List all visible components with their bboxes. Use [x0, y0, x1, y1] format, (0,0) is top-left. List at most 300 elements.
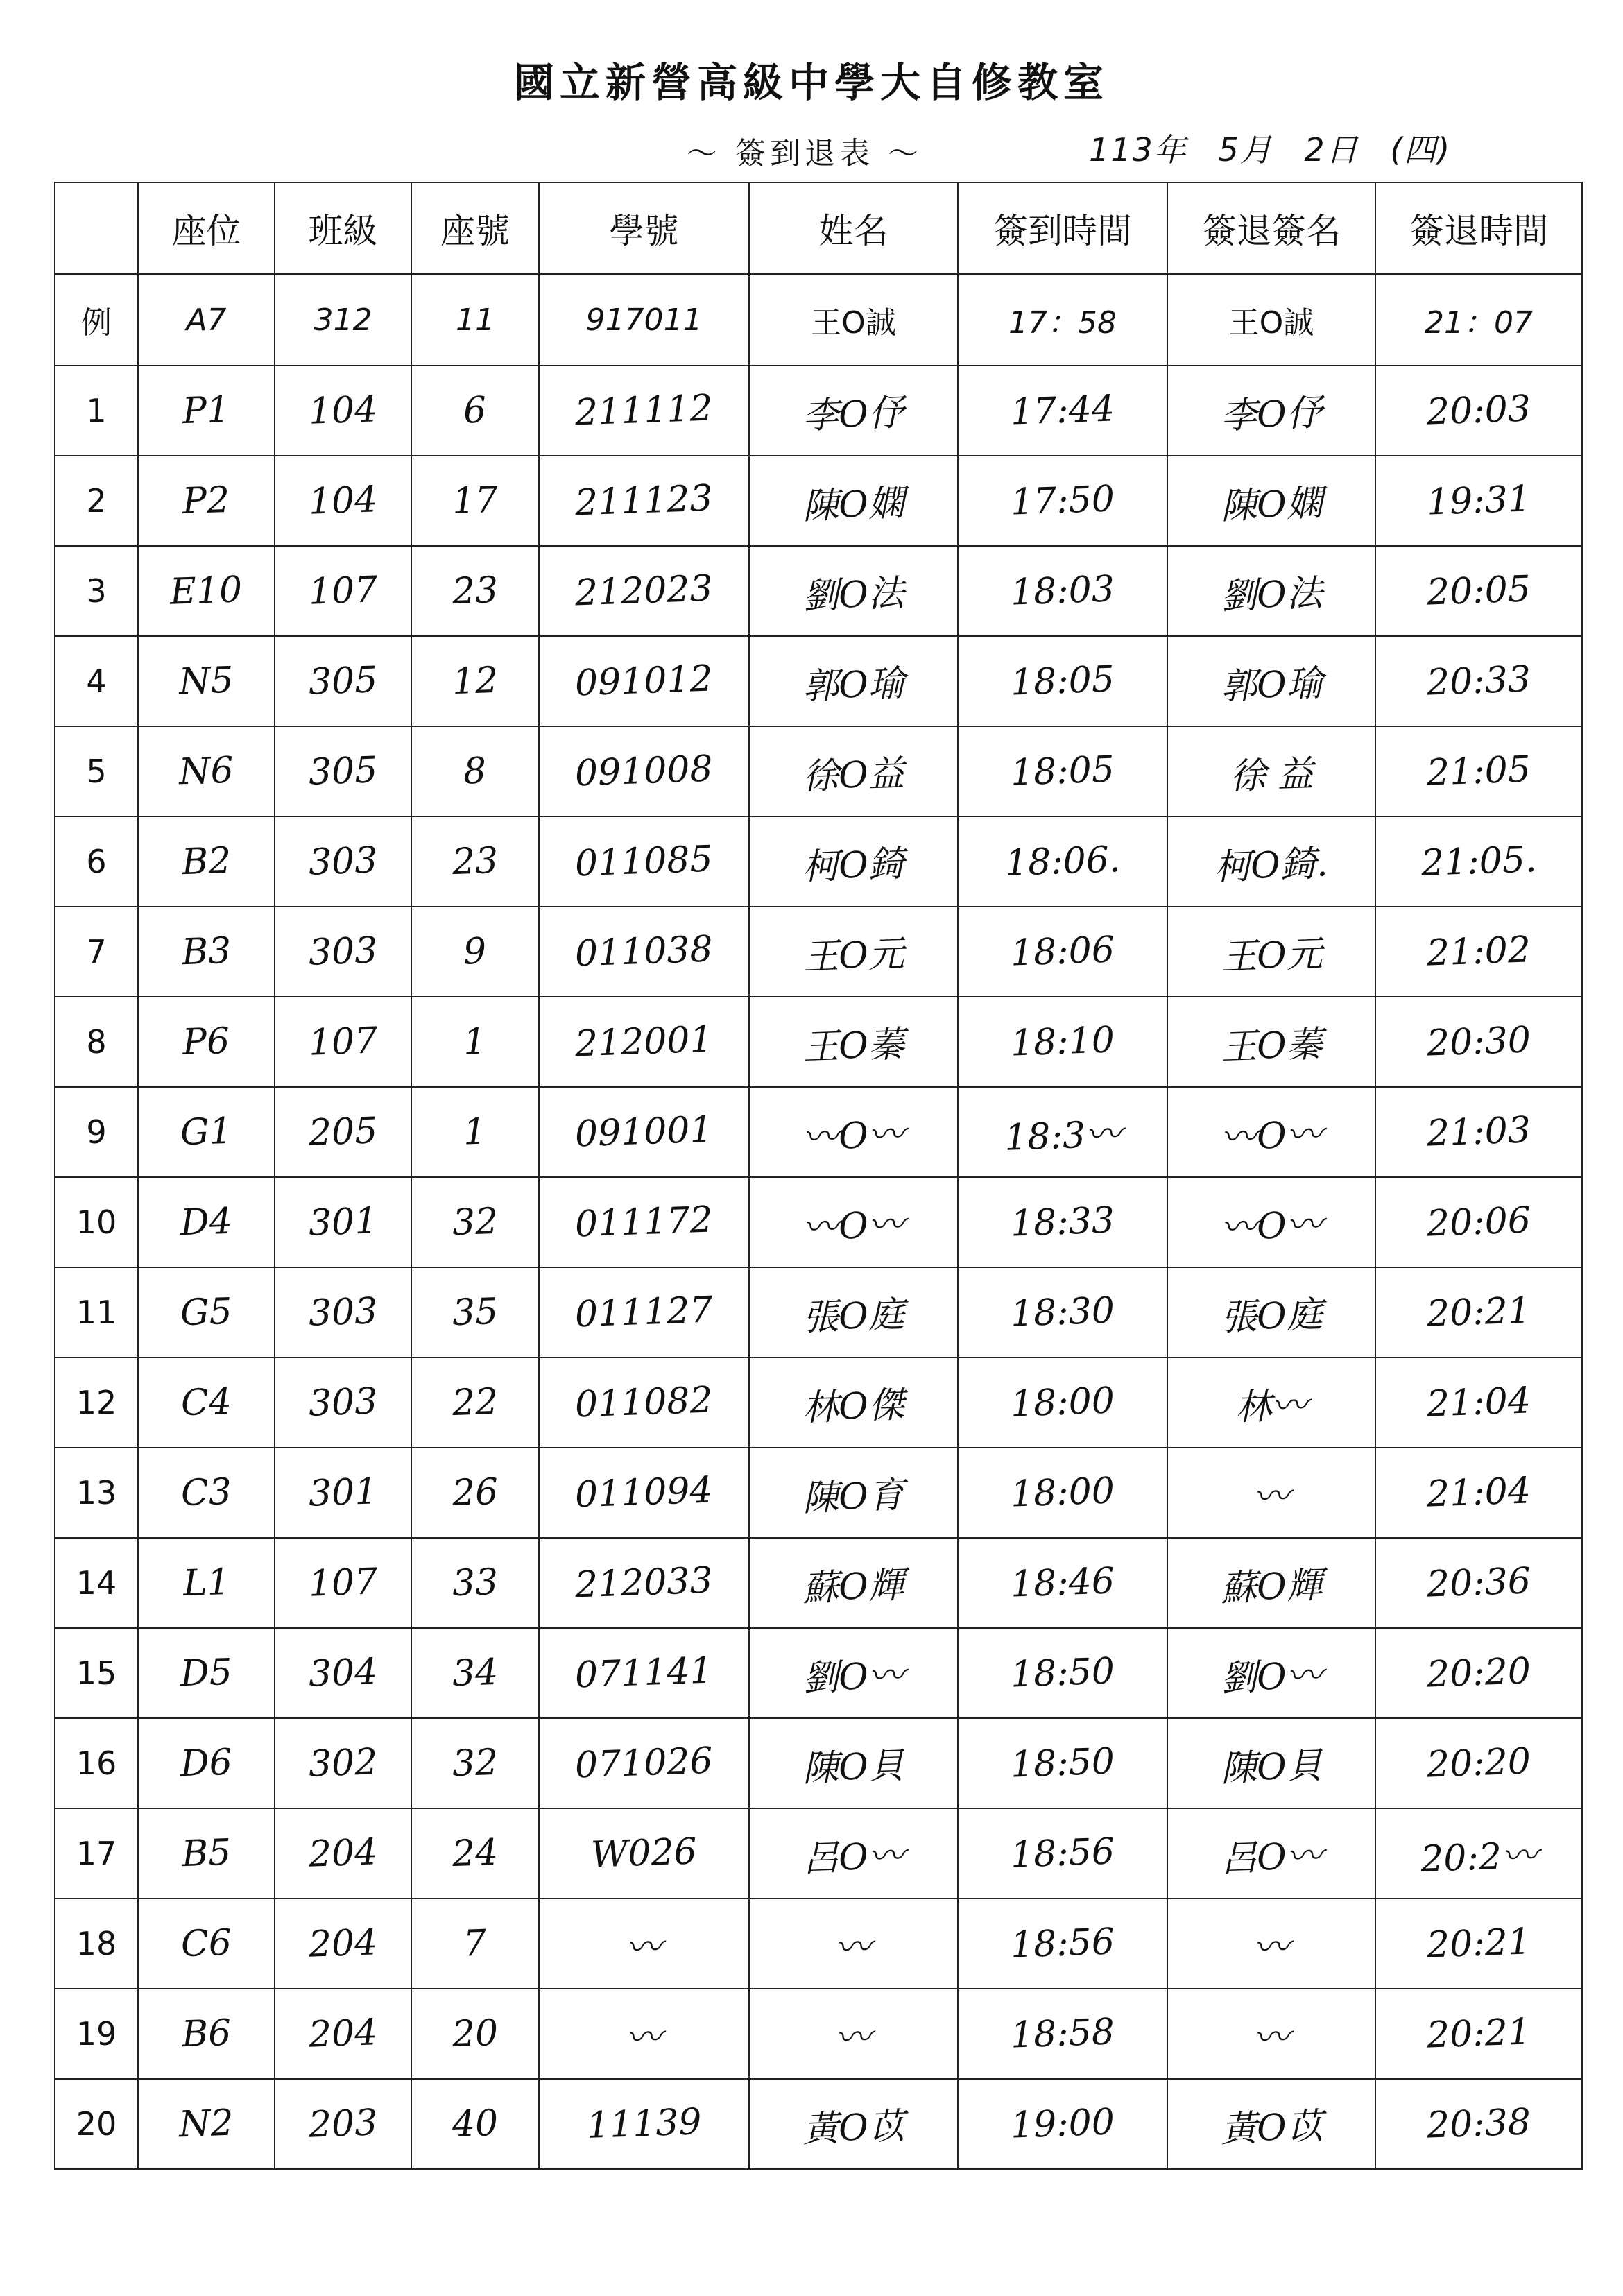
cell-sign-out-time-text: 21:02: [1426, 929, 1531, 975]
cell-student-id: [539, 1808, 749, 1899]
cell-sign-out-time: [1375, 1808, 1582, 1899]
cell-student-id-text: 211112: [574, 387, 714, 434]
cell-sign-in-time-text: 18:06.: [1004, 839, 1122, 884]
cell-sign-in-time: [958, 726, 1167, 816]
cell-number: [411, 1448, 539, 1538]
cell-student-id: [539, 546, 749, 636]
row-number-text: 5: [86, 753, 107, 790]
cell-number: [411, 997, 539, 1087]
cell-sign-out-signature-text: 陳O貝: [1219, 1744, 1323, 1790]
cell-class: [275, 1989, 411, 2079]
cell-sign-out-signature: [1167, 1177, 1375, 1267]
cell-class: [275, 1357, 411, 1448]
row-number-text: 17: [76, 1835, 117, 1872]
cell-number-text: 33: [451, 1561, 499, 1605]
cell-sign-out-signature: [1167, 1087, 1375, 1177]
cell-sign-out-time: [1375, 1718, 1582, 1808]
row-number: [55, 816, 138, 907]
cell-name: [749, 816, 958, 907]
row-number: [55, 1718, 138, 1808]
cell-sign-out-time: [1375, 366, 1582, 456]
cell-sign-in-time-text: 18:56: [1010, 1831, 1115, 1876]
cell-sign-out-signature: [1167, 997, 1375, 1087]
cell-class: [275, 907, 411, 997]
cell-sign-out-time-text: 19:31: [1426, 478, 1531, 524]
cell-sign-out-time: [1375, 456, 1582, 546]
cell-sign-out-signature-text: 王O元: [1219, 932, 1323, 979]
cell-student-id-text: W026: [590, 1831, 698, 1876]
cell-name-text: 王O蓁: [802, 1022, 906, 1069]
table-row: [55, 997, 1582, 1087]
row-number: [55, 997, 138, 1087]
cell-sign-in-time-text: 18:50: [1010, 1740, 1115, 1786]
cell-name: [749, 1718, 958, 1808]
cell-sign-in-time: [958, 1628, 1167, 1718]
page-title: 國立新營高級中學大自修教室: [513, 59, 1109, 106]
cell-sign-in-time-text: 18:3〰: [1003, 1113, 1122, 1159]
row-number-text: 14: [76, 1564, 117, 1602]
cell-sign-in-time: [958, 816, 1167, 907]
cell-sign-in-time-text: 18:06: [1010, 929, 1115, 975]
cell-seat-text: G5: [180, 1290, 233, 1335]
cell-class: [275, 546, 411, 636]
cell-student-id-text: 011127: [574, 1289, 714, 1336]
cell-seat-text: B5: [180, 1831, 232, 1876]
cell-seat-text: P6: [182, 1020, 231, 1064]
cell-number: [411, 1087, 539, 1177]
cell-sign-in-time-text: 18:46: [1010, 1560, 1115, 1606]
cell-class-text: 301: [307, 1471, 379, 1515]
cell-name: [749, 726, 958, 816]
cell-number: [411, 1538, 539, 1628]
cell-name-text: 黃O苡: [802, 2105, 906, 2151]
example-number: 11: [411, 274, 539, 366]
cell-number: [411, 1177, 539, 1267]
row-number: [55, 1267, 138, 1357]
cell-sign-out-signature: [1167, 366, 1375, 456]
cell-class: [275, 1087, 411, 1177]
row-number-text: 13: [76, 1474, 117, 1511]
example-sign-out-signature: 王O誠: [1167, 274, 1375, 366]
cell-student-id-text: 211123: [574, 477, 714, 524]
cell-sign-in-time: [958, 456, 1167, 546]
cell-student-id-text: 091001: [574, 1108, 714, 1156]
cell-name-text: 〰: [834, 2016, 873, 2059]
cell-seat-text: N2: [178, 2102, 234, 2146]
cell-name: [749, 1087, 958, 1177]
table-row: [55, 1628, 1582, 1718]
cell-sign-out-time-text: 20:06: [1426, 1199, 1531, 1245]
cell-sign-in-time: [958, 997, 1167, 1087]
cell-number: [411, 1808, 539, 1899]
cell-class-text: 104: [307, 388, 379, 433]
row-number: [55, 1538, 138, 1628]
cell-sign-out-time: [1375, 1448, 1582, 1538]
cell-student-id: [539, 2079, 749, 2169]
cell-seat-text: L1: [182, 1561, 231, 1605]
cell-sign-out-time: [1375, 1087, 1582, 1177]
cell-number-text: 34: [451, 1651, 499, 1695]
cell-sign-in-time: [958, 1718, 1167, 1808]
date-weekday: (四): [1390, 131, 1452, 169]
cell-sign-out-time-text: 21:05.: [1420, 839, 1538, 884]
row-number-text: 8: [86, 1023, 107, 1061]
cell-name-text: 張O庭: [802, 1293, 906, 1339]
cell-name-text: 李O伃: [802, 391, 906, 438]
cell-class: [275, 1448, 411, 1538]
cell-student-id: [539, 366, 749, 456]
cell-number-text: 9: [463, 930, 488, 973]
cell-number-text: 12: [451, 659, 499, 703]
cell-sign-out-signature: [1167, 1628, 1375, 1718]
cell-number-text: 17: [451, 479, 499, 523]
cell-number: [411, 1267, 539, 1357]
cell-sign-out-signature-text: 陳O嫻: [1219, 481, 1323, 528]
table-row: [55, 456, 1582, 546]
col-header-sign-out-time: 簽退時間: [1375, 182, 1582, 274]
table-row: [55, 636, 1582, 726]
cell-name-text: 劉O〰: [802, 1654, 906, 1700]
cell-student-id: [539, 456, 749, 546]
table-row: [55, 1087, 1582, 1177]
cell-number-text: 26: [451, 1471, 499, 1515]
row-number: [55, 1448, 138, 1538]
cell-seat: [138, 726, 275, 816]
cell-number: [411, 636, 539, 726]
cell-class: [275, 1538, 411, 1628]
cell-number-text: 23: [451, 569, 499, 613]
table-row: [55, 2079, 1582, 2169]
cell-name: [749, 546, 958, 636]
cell-number: [411, 726, 539, 816]
cell-sign-out-time: [1375, 997, 1582, 1087]
cell-seat-text: D5: [180, 1651, 233, 1695]
cell-sign-in-time: [958, 907, 1167, 997]
cell-number-text: 23: [451, 839, 499, 884]
cell-sign-out-signature-text: 〰O〰: [1219, 1203, 1323, 1249]
cell-seat-text: B2: [180, 839, 232, 884]
example-row: [55, 274, 1582, 366]
table-row: [55, 366, 1582, 456]
cell-sign-in-time-text: 18:33: [1010, 1199, 1115, 1245]
cell-sign-in-time: [958, 2079, 1167, 2169]
cell-seat: [138, 546, 275, 636]
cell-class-text: 204: [307, 1831, 379, 1876]
cell-class: [275, 1718, 411, 1808]
table-row: [55, 1267, 1582, 1357]
cell-sign-out-time: [1375, 546, 1582, 636]
cell-student-id-text: 011082: [574, 1379, 714, 1426]
cell-student-id-text: 〰: [625, 1926, 663, 1969]
cell-class-text: 303: [307, 839, 379, 884]
date-day: 2日: [1304, 131, 1359, 169]
cell-class: [275, 1628, 411, 1718]
cell-seat-text: E10: [169, 569, 243, 613]
cell-seat: [138, 997, 275, 1087]
row-number: [55, 546, 138, 636]
cell-sign-out-time-text: 20:20: [1426, 1740, 1531, 1786]
row-number: [55, 1989, 138, 2079]
cell-seat: [138, 1357, 275, 1448]
cell-sign-out-signature-text: 王O蓁: [1219, 1022, 1323, 1069]
cell-number: [411, 1628, 539, 1718]
cell-seat: [138, 636, 275, 726]
cell-class-text: 107: [307, 1561, 379, 1605]
cell-sign-out-signature-text: 〰: [1253, 1926, 1291, 1969]
cell-name-text: 〰: [834, 1926, 873, 1969]
col-header-student-id: 學號: [539, 182, 749, 274]
cell-number: [411, 546, 539, 636]
cell-name: [749, 1267, 958, 1357]
col-header-name: 姓名: [749, 182, 958, 274]
cell-sign-in-time: [958, 546, 1167, 636]
cell-sign-in-time: [958, 366, 1167, 456]
cell-name: [749, 1899, 958, 1989]
cell-number-text: 6: [463, 389, 488, 432]
cell-sign-out-time-text: 20:05: [1426, 568, 1531, 614]
cell-sign-out-time-text: 20:38: [1426, 2101, 1531, 2147]
cell-class-text: 303: [307, 929, 379, 974]
row-number: [55, 1087, 138, 1177]
cell-sign-out-time-text: 20:20: [1426, 1650, 1531, 1696]
cell-number-text: 32: [451, 1741, 499, 1785]
cell-name-text: 王O元: [802, 932, 906, 979]
row-number: [55, 456, 138, 546]
cell-student-id: [539, 726, 749, 816]
col-header-seat: 座位: [138, 182, 275, 274]
row-number: [55, 2079, 138, 2169]
row-number-text: 18: [76, 1925, 117, 1962]
cell-number: [411, 1718, 539, 1808]
cell-sign-in-time: [958, 1177, 1167, 1267]
date-month: 5月: [1218, 131, 1273, 169]
cell-number-text: 20: [451, 2012, 499, 2056]
table-row: [55, 1899, 1582, 1989]
cell-sign-in-time-text: 18:03: [1010, 568, 1115, 614]
cell-sign-in-time-text: 18:05: [1010, 658, 1115, 704]
cell-sign-in-time: [958, 1808, 1167, 1899]
cell-name-text: 劉O法: [802, 572, 906, 618]
cell-student-id: [539, 1177, 749, 1267]
cell-student-id: [539, 1899, 749, 1989]
cell-sign-in-time-text: 18:05: [1010, 748, 1115, 794]
cell-sign-out-time: [1375, 1538, 1582, 1628]
col-header-number: 座號: [411, 182, 539, 274]
cell-sign-in-time-text: 17:50: [1010, 478, 1115, 524]
cell-number-text: 24: [451, 1831, 499, 1876]
cell-number: [411, 907, 539, 997]
cell-student-id-text: 212033: [574, 1559, 714, 1607]
cell-seat: [138, 456, 275, 546]
cell-sign-in-time: [958, 636, 1167, 726]
cell-sign-out-signature-text: 徐 益: [1228, 753, 1314, 798]
cell-class-text: 204: [307, 2012, 379, 2056]
cell-name-text: 陳O育: [802, 1473, 906, 1520]
cell-sign-out-signature-text: 劉O法: [1219, 572, 1323, 618]
cell-seat: [138, 366, 275, 456]
cell-sign-out-time: [1375, 1628, 1582, 1718]
cell-seat-text: N5: [178, 659, 234, 703]
cell-seat: [138, 907, 275, 997]
cell-name-text: 郭O瑜: [802, 662, 906, 708]
cell-name: [749, 2079, 958, 2169]
col-header-class: 班級: [275, 182, 411, 274]
cell-seat-text: C6: [180, 1921, 232, 1966]
cell-seat: [138, 2079, 275, 2169]
cell-number-text: 22: [451, 1380, 499, 1425]
cell-name-text: 〰O〰: [802, 1203, 906, 1249]
cell-name: [749, 1448, 958, 1538]
cell-sign-out-time-text: 20:21: [1426, 1921, 1531, 1967]
cell-student-id: [539, 997, 749, 1087]
cell-sign-out-signature: [1167, 1538, 1375, 1628]
cell-sign-out-time: [1375, 816, 1582, 907]
cell-number-text: 7: [463, 1922, 488, 1965]
cell-class: [275, 1267, 411, 1357]
cell-student-id: [539, 816, 749, 907]
cell-sign-out-signature: [1167, 456, 1375, 546]
cell-student-id: [539, 907, 749, 997]
cell-student-id: [539, 1718, 749, 1808]
table-row: [55, 1357, 1582, 1448]
row-number: [55, 1357, 138, 1448]
cell-class-text: 304: [307, 1651, 379, 1695]
cell-number: [411, 816, 539, 907]
cell-class-text: 302: [307, 1741, 379, 1785]
cell-class-text: 205: [307, 1110, 379, 1154]
cell-name: [749, 1357, 958, 1448]
col-header-rowno: [55, 182, 138, 274]
cell-class: [275, 636, 411, 726]
cell-sign-out-time: [1375, 1177, 1582, 1267]
table-header-row: [55, 182, 1582, 274]
cell-seat: [138, 1718, 275, 1808]
cell-class: [275, 997, 411, 1087]
row-number-text: 7: [86, 933, 107, 970]
cell-student-id: [539, 636, 749, 726]
col-header-sign-out-signature: 簽退簽名: [1167, 182, 1375, 274]
cell-sign-in-time-text: 18:00: [1010, 1470, 1115, 1516]
cell-student-id-text: 212001: [574, 1018, 714, 1065]
row-number: [55, 726, 138, 816]
cell-class-text: 303: [307, 1290, 379, 1335]
row-number: [55, 907, 138, 997]
cell-sign-out-signature: [1167, 1267, 1375, 1357]
cell-name: [749, 1808, 958, 1899]
cell-sign-out-time-text: 21:03: [1426, 1109, 1531, 1155]
cell-student-id-text: 091008: [574, 748, 714, 795]
cell-sign-out-time: [1375, 1357, 1582, 1448]
cell-name-text: 柯O錡: [802, 842, 906, 889]
cell-class: [275, 366, 411, 456]
cell-class-text: 104: [307, 479, 379, 523]
table-row: [55, 1538, 1582, 1628]
cell-name: [749, 1177, 958, 1267]
cell-number-text: 40: [451, 2102, 499, 2146]
cell-seat-text: N6: [178, 749, 234, 794]
cell-sign-out-time: [1375, 907, 1582, 997]
cell-name: [749, 366, 958, 456]
cell-sign-out-time: [1375, 636, 1582, 726]
cell-class: [275, 1899, 411, 1989]
cell-sign-out-signature: [1167, 1899, 1375, 1989]
col-header-sign-in-time: 簽到時間: [958, 182, 1167, 274]
table-row: [55, 1808, 1582, 1899]
cell-sign-out-signature: [1167, 1357, 1375, 1448]
cell-class-text: 107: [307, 1020, 379, 1064]
cell-sign-out-signature: [1167, 1718, 1375, 1808]
cell-sign-out-time-text: 20:36: [1426, 1560, 1531, 1606]
cell-sign-in-time-text: 18:50: [1010, 1650, 1115, 1696]
cell-sign-in-time: [958, 1989, 1167, 2079]
cell-class: [275, 726, 411, 816]
row-number-text: 10: [76, 1203, 117, 1241]
cell-seat: [138, 1087, 275, 1177]
cell-number-text: 32: [451, 1200, 499, 1244]
row-number: [55, 636, 138, 726]
cell-sign-in-time-text: 18:30: [1010, 1290, 1115, 1335]
row-number: [55, 1177, 138, 1267]
cell-sign-out-time-text: 20:21: [1426, 1290, 1531, 1335]
cell-number: [411, 1899, 539, 1989]
example-label: 例: [55, 274, 138, 366]
cell-student-id: [539, 1628, 749, 1718]
cell-sign-out-signature-text: 李O伃: [1219, 391, 1323, 438]
cell-student-id-text: 011038: [574, 928, 714, 975]
cell-name: [749, 636, 958, 726]
table-row: [55, 546, 1582, 636]
cell-student-id: [539, 1357, 749, 1448]
row-number-text: 9: [86, 1113, 107, 1151]
cell-sign-out-signature: [1167, 726, 1375, 816]
cell-seat-text: P1: [182, 388, 231, 433]
row-number-text: 11: [76, 1294, 117, 1331]
cell-sign-out-time-text: 21:04: [1426, 1380, 1531, 1425]
cell-number: [411, 1989, 539, 2079]
row-number: [55, 1899, 138, 1989]
cell-sign-out-time-text: 20:2〰: [1419, 1834, 1538, 1881]
cell-sign-out-signature-text: 郭O瑜: [1219, 662, 1323, 708]
date-year: 113年: [1089, 131, 1187, 169]
row-number-text: 20: [76, 2105, 117, 2143]
cell-student-id-text: 071141: [574, 1650, 714, 1697]
cell-seat-text: C3: [180, 1471, 232, 1515]
cell-student-id-text: 212023: [574, 567, 714, 615]
cell-sign-in-time-text: 18:58: [1010, 2011, 1115, 2057]
cell-name: [749, 1989, 958, 2079]
cell-student-id-text: 011085: [574, 838, 714, 885]
cell-name: [749, 456, 958, 546]
cell-sign-in-time-text: 17:44: [1010, 388, 1115, 434]
cell-sign-out-signature-text: 蘇O輝: [1219, 1563, 1323, 1610]
example-name: 王O誠: [749, 274, 958, 366]
row-number-text: 1: [86, 392, 107, 429]
cell-name-text: 徐O益: [802, 752, 906, 798]
cell-seat: [138, 1267, 275, 1357]
cell-class-text: 303: [307, 1380, 379, 1425]
cell-sign-in-time: [958, 1267, 1167, 1357]
cell-number: [411, 2079, 539, 2169]
cell-seat-text: G1: [180, 1110, 233, 1154]
cell-class: [275, 1177, 411, 1267]
table-row: [55, 816, 1582, 907]
row-number-text: 2: [86, 482, 107, 520]
cell-sign-out-signature: [1167, 546, 1375, 636]
sign-in-table: [54, 182, 1583, 2170]
cell-seat-text: D6: [180, 1741, 233, 1785]
cell-sign-out-time-text: 21:04: [1426, 1470, 1531, 1516]
cell-sign-out-signature-text: 呂O〰: [1219, 1834, 1323, 1881]
